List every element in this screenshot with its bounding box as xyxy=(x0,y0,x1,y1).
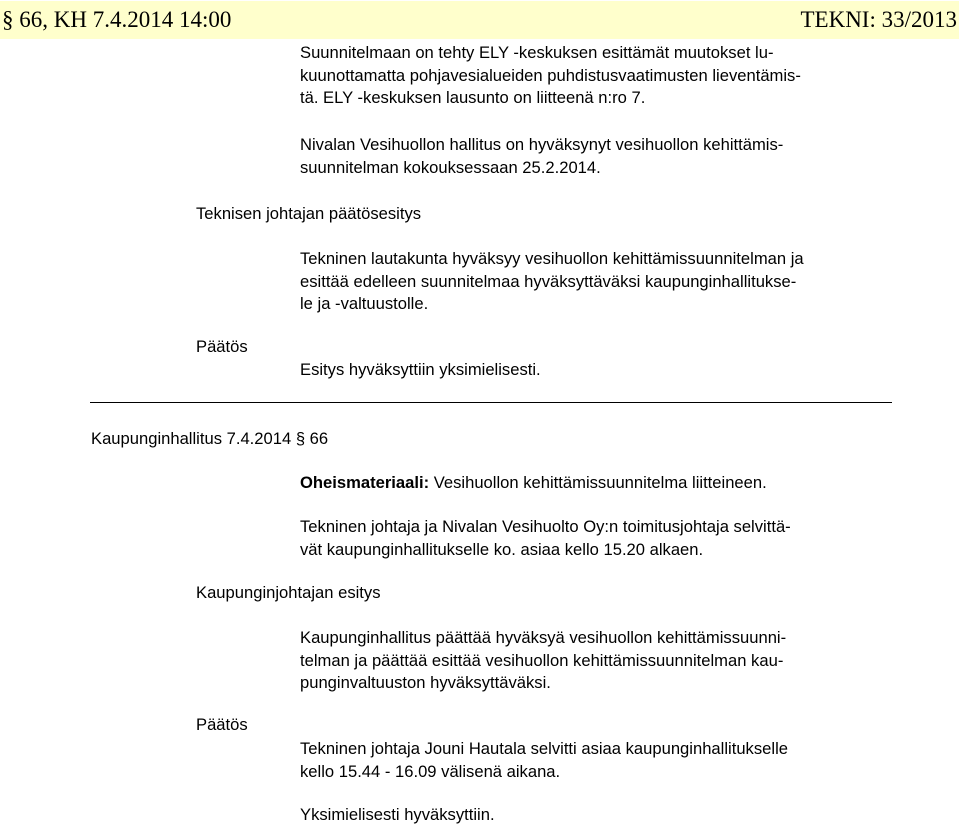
decision-paragraph xyxy=(300,738,788,783)
text-line: le ja -valtuustolle. xyxy=(300,294,429,314)
attachment-label: Oheismateriaali: xyxy=(300,473,430,492)
text-line: Suunnitelmaan on tehty ELY -keskuksen esittämät muutokset lu- xyxy=(300,43,774,62)
kaupunginhallitus-heading: Kaupunginhallitus 7.4.2014 § 66 xyxy=(91,429,329,448)
mayor-proposal-paragraph xyxy=(300,627,786,695)
text-line: esittää edelleen suunnitelmaa hyväksyttäväksi kaupunginhallitukse- xyxy=(300,271,797,291)
text-line: Tekninen lautakunta hyväksyy vesihuollon kehittämissuunnitelman ja xyxy=(300,249,804,268)
text-line: Tekninen johtaja Jouni Hautala selvitti asiaa kaupunginhallitukselle xyxy=(300,739,788,758)
attachment-line xyxy=(300,472,767,495)
info-paragraph xyxy=(300,516,791,561)
text-line: kello 15.44 - 16.09 välisenä aikana. xyxy=(300,761,561,781)
text-line: suunnitelman kokouksessaan 25.2.2014. xyxy=(300,157,601,177)
tech-director-proposal-label: Teknisen johtajan päätösesitys xyxy=(196,204,422,223)
text-line: Tekninen johtaja ja Nivalan Vesihuolto Oy:n toimitusjohtaja selvittä- xyxy=(300,517,791,536)
decision-label: Päätös xyxy=(196,715,248,734)
text-line: Nivalan Vesihuollon hallitus on hyväksynyt vesihuollon kehittämis- xyxy=(300,135,784,154)
attachment-text: Vesihuollon kehittämissuunnitelma liitteineen. xyxy=(429,473,767,492)
text-line: kuunottamatta pohjavesialueiden puhdistusvaatimusten lieventämis- xyxy=(300,65,801,85)
text-line: tä. ELY -keskuksen lausunto on liitteenä n:ro 7. xyxy=(300,88,646,108)
header-section-reference: § 66, KH 7.4.2014 14:00 xyxy=(2,7,232,32)
tech-proposal-paragraph xyxy=(300,248,804,316)
intro-paragraph xyxy=(300,42,801,110)
decision-text: Esitys hyväksyttiin yksimielisesti. xyxy=(300,360,541,379)
decision-label: Päätös xyxy=(196,337,248,356)
text-line: vät kaupunginhallitukselle ko. asiaa kello 15.20 alkaen. xyxy=(300,539,704,559)
text-line: telman ja päättää esittää vesihuollon kehittämissuunnitelman kau- xyxy=(300,650,784,670)
text-line: punginvaltuuston hyväksyttäväksi. xyxy=(300,673,551,693)
final-decision-text: Yksimielisesti hyväksyttiin. xyxy=(300,805,495,824)
text-line: Kaupunginhallitus päättää hyväksyä vesihuollon kehittämissuunni- xyxy=(300,628,787,647)
header-case-number: TEKNI: 33/2013 xyxy=(800,7,957,32)
hallitus-paragraph xyxy=(300,134,783,179)
section-divider xyxy=(90,402,892,403)
document-header xyxy=(0,1,959,39)
mayor-proposal-label: Kaupunginjohtajan esitys xyxy=(196,583,381,602)
